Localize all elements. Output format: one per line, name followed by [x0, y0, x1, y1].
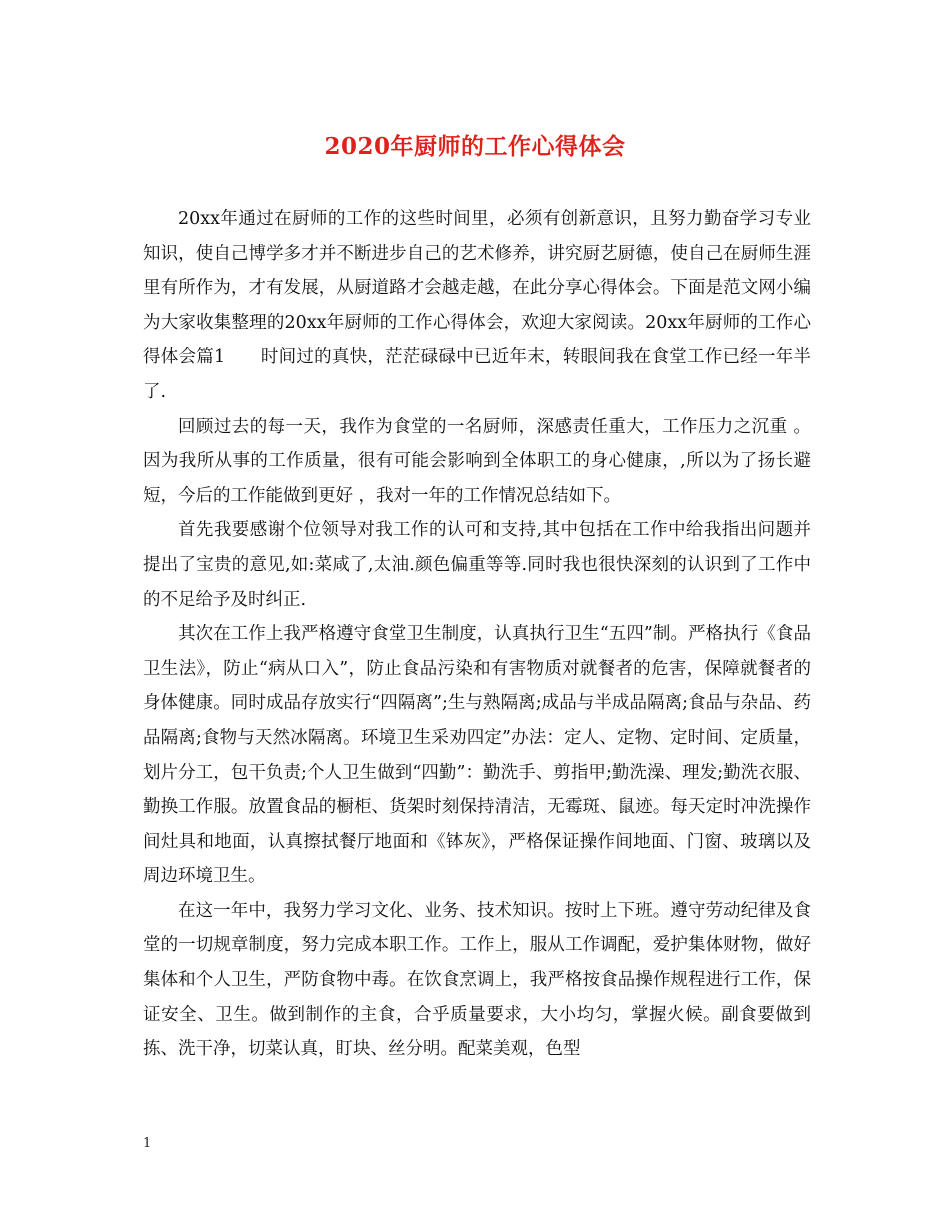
document-title: 2020年厨师的工作心得体会: [324, 133, 626, 160]
paragraph-hygiene: 其次在工作上我严格遵守食堂卫生制度，认真执行卫生“五四”制。严格执行《食品卫生法》，防止“病从口入”，防止食品污染和有害物质对就餐者的危害，保障就餐者的身体健康。同时成品存放实行“四隔离”;生与熟隔离;成品与半成品隔离;食品与杂品、药品隔离;食物与天然冰隔离。环境卫生采劝四定”办法：定人、定物、定时间、定质量，划片分工，包干负责;个人卫生做到“四勤”：勤洗手、剪指甲;勤洗澡、理发;勤洗衣服、勤换工作服。放置食品的橱柜、货架时刻保持清洁，无霉斑、鼠迹。每天定时冲洗操作间灶具和地面，认真擦拭餐厅地面和《钵灰》，严格保证操作间地面、门窗、玻璃以及周边环境卫生。: [143, 624, 811, 887]
paragraph-intro: 20xx年通过在厨师的工作的这些时间里，必须有创新意识，且努力勤奋学习专业知识，使自己博学多才并不断进步自己的艺术修养，讲究厨艺厨德，使自己在厨师生涯里有所作为，才有发展，从厨道路才会越走越，在此分享心得体会。下面是范文网小编为大家收集整理的20xx年厨师的工作心得体会，欢迎大家阅读。20xx年厨师的工作心得体会篇1 时间过的真快，茫茫碌碌中已近年末，转眼间我在食堂工作已经一年半了.: [143, 209, 811, 402]
document-body: [143, 202, 811, 1067]
page-number: 1: [143, 1136, 152, 1151]
paragraph-thanks: 首先我要感谢个位领导对我工作的认可和支持,其中包括在工作中给我指出问题并提出了宝贵的意见,如:菜咸了,太油.颜色偏重等等.同时我也很快深刻的认识到了工作中的不足给予及时纠正.: [143, 520, 811, 610]
paragraph-study: 在这一年中，我努力学习文化、业务、技术知识。按时上下班。遵守劳动纪律及食堂的一切规章制度，努力完成本职工作。工作上，服从工作调配，爱护集体财物，做好集体和个人卫生，严防食物中毒。在饮食烹调上，我严格按食品操作规程进行工作，保证安全、卫生。做到制作的主食，合乎质量要求，大小均匀，掌握火候。副食要做到拣、洗干净，切菜认真，盯块、丝分明。配菜美观，色型: [143, 900, 811, 1060]
paragraph-review: 回顾过去的每一天，我作为食堂的一名厨师，深感责任重大，工作压力之沉重 。因为我所从事的工作质量，很有可能会影响到全体职工的身心健康，,所以为了扬长避短，今后的工作能做到更好 ，我对一年的工作情况总结如下。: [143, 416, 811, 506]
